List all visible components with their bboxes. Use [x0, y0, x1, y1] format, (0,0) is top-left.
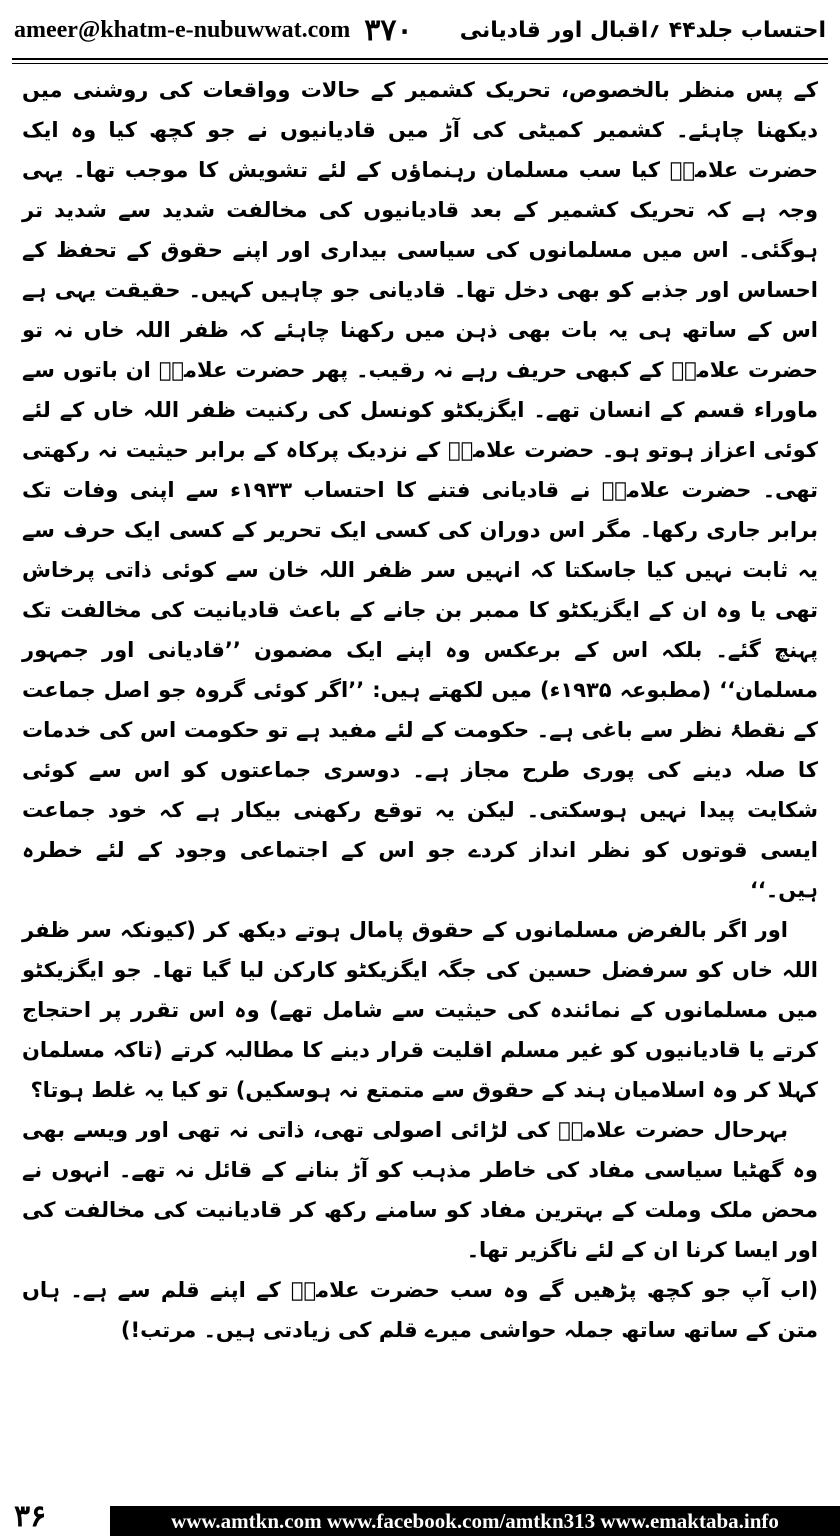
- paragraph-4: (اب آپ جو کچھ پڑھیں گے وہ سب حضرت علامہؒ کے اپنے قلم سے ہے۔ ہاں متن کے ساتھ ساتھ جملہ حواشی میرے قلم کی زیادتی ہیں۔ مرتب!): [22, 1278, 818, 1342]
- header-email[interactable]: ameer@khatm-e-nubuwwat.com: [14, 16, 351, 43]
- page-footer: [0, 1496, 840, 1540]
- header-page-number: ۳۷۰: [364, 12, 413, 48]
- footer-links[interactable]: www.amtkn.com www.facebook.com/amtkn313 www.emaktaba.info: [171, 1508, 779, 1533]
- header-rule: [12, 58, 828, 60]
- paragraph-1: کے پس منظر بالخصوص، تحریک کشمیر کے حالات وواقعات کی روشنی میں دیکھنا چاہئے۔ کشمیر کمیٹی کی آڑ میں قادیانیوں نے جو کچھ کیا وہ ایک حضرت علامہؒ کیا سب مسلمان رہنماؤں کے لئے تشویش کا موجب تھا۔ یہی وجہ ہے کہ تحریک کشمیر کے بعد قادیانیوں کی مخالفت شدید سے شدید تر ہوگئی۔ اس میں مسلمانوں کی سیاسی بیداری اور اپنے حقوق کے تحفظ کے احساس اور جذبے کو بھی دخل تھا۔ قادیانی جو چاہیں کہیں۔ حقیقت یہی ہے اس کے ساتھ ہی یہ بات بھی ذہن میں رکھنا چاہئے کہ ظفر اللہ خاں نہ تو حضرت علامہؒ کے کبھی حریف رہے نہ رقیب۔ پھر حضرت علامہؒ ان باتوں سے ماوراء قسم کے انسان تھے۔ ایگزیکٹو کونسل کی رکنیت ظفر اللہ خاں کے لئے کوئی اعزاز ہوتو ہو۔ حضرت علامہؒ کے نزدیک پرکاہ کے برابر حیثیت نہ رکھتی تھی۔ حضرت علامہؒ نے قادیانی فتنے کا احتساب ۱۹۳۳ء سے اپنی وفات تک برابر جاری رکھا۔ مگر اس دوران کی کسی ایک تحریر کے کسی ایک حرف سے یہ ثابت نہیں کیا جاسکتا کہ انہیں سر ظفر اللہ خان سے کوئی ذاتی پرخاش تھی یا وہ ان کے ایگزیکٹو کا ممبر بن جانے کے باعث قادیانیت کی مخالفت تک پہنچ گئے۔ بلکہ اس کے برعکس وہ اپنے ایک مضمون ’’قادیانی اور جمہور مسلمان‘‘ (مطبوعہ ۱۹۳۵ء) میں لکھتے ہیں: ’’اگر کوئی گروہ جو اصل جماعت کے نقطۂ نظر سے باغی ہے۔ حکومت کے لئے مفید ہے تو حکومت اس کی خدمات کا صلہ دینے کی پوری طرح مجاز ہے۔ دوسری جماعتوں کو اس سے کوئی شکایت پیدا نہیں ہوسکتی۔ لیکن یہ توقع رکھنی بیکار ہے کہ خود جماعت ایسی قوتوں کو نظر انداز کردے جو اس کے اجتماعی وجود کے لئے خطرہ ہیں۔‘‘: [22, 78, 818, 902]
- page-body: [22, 70, 818, 1350]
- footer-links-bar: [110, 1506, 840, 1536]
- page-header: [14, 6, 826, 54]
- header-left: [14, 13, 413, 48]
- paragraph-2: اور اگر بالفرض مسلمانوں کے حقوق پامال ہوتے دیکھ کر (کیونکہ سر ظفر اللہ خاں کو سرفضل حسین کی جگہ ایگزیکٹو کارکن لیا گیا تھا۔ جو ایگزیکٹو میں مسلمانوں کے نمائندہ کی حیثیت سے شامل تھے) وہ اس تقرر پر احتجاج کرتے یا قادیانیوں کو غیر مسلم اقلیت قرار دینے کا مطالبہ کرتے (تاکہ مسلمان کہلا کر وہ اسلامیان ہند کے حقوق سے متمتع نہ ہوسکیں) تو کیا یہ غلط ہوتا؟: [22, 918, 818, 1102]
- paragraph-3: بہرحال حضرت علامہؒ کی لڑائی اصولی تھی، ذاتی نہ تھی اور ویسے بھی وہ گھٹیا سیاسی مفاد کی خاطر مذہب کو آڑ بنانے کے قائل نہ تھے۔ انہوں نے محض ملک وملت کے بہترین مفاد کو سامنے رکھ کر قادیانیت کی مخالفت کی اور ایسا کرنا ان کے لئے ناگزیر تھا۔: [22, 1118, 818, 1262]
- footer-page-number: ۳۶: [14, 1498, 47, 1534]
- header-book-title: احتساب جلد۴۴ ؍اقبال اور قادیانی: [459, 17, 826, 43]
- header-rule-thin: [12, 63, 828, 64]
